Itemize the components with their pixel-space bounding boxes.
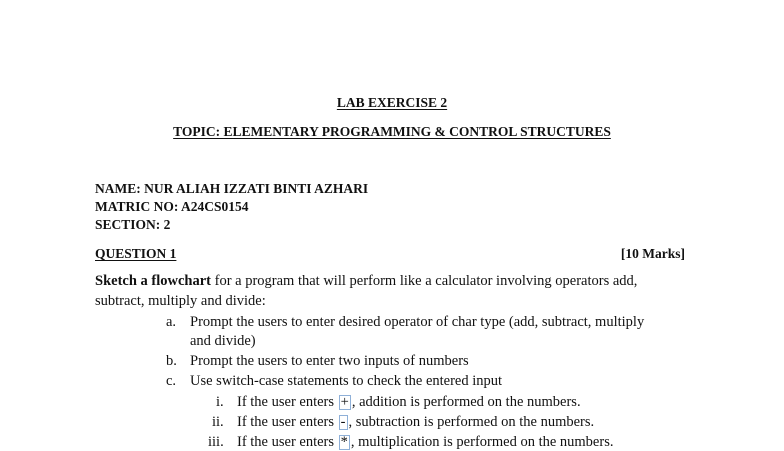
topic-title: TOPIC: ELEMENTARY PROGRAMMING & CONTROL STRUCTURES (173, 124, 611, 139)
lab-title: LAB EXERCISE 2 (336, 95, 448, 110)
list-item: Prompt the users to enter desired operator of char type (add, subtract, multiply (190, 314, 645, 330)
intro-bold-phrase: Sketch a flowchart (95, 273, 211, 289)
intro-text: for a program that will perform like a calculator involving operators add, (211, 273, 638, 289)
sublist-item (237, 414, 594, 431)
sublist-marker: i. (216, 394, 224, 410)
sublist-item-text: If the user enters (237, 394, 338, 410)
sublist-marker: ii. (212, 414, 224, 430)
sublist-item-text: If the user enters (237, 414, 338, 430)
list-item: Prompt the users to enter two inputs of numbers (190, 353, 469, 369)
list-item: Use switch-case statements to check the entered input (190, 373, 503, 389)
sublist-item-text: , subtraction is performed on the numbers. (348, 414, 595, 430)
sublist-item-text: If the user enters (237, 434, 338, 450)
student-name: NAME: NUR ALIAH IZZATI BINTI AZHARI (95, 181, 369, 196)
list-marker: b. (166, 353, 177, 369)
question-intro-line-2: subtract, multiply and divide: (95, 293, 266, 309)
list-item-continuation: and divide) (190, 333, 256, 349)
operator-symbol: + (340, 394, 349, 410)
list-marker: c. (166, 373, 177, 389)
operator-symbol: - (340, 414, 346, 430)
operator-symbol: * (340, 434, 348, 450)
sublist-item-text: , multiplication is performed on the numbers. (350, 434, 614, 450)
sublist-item (237, 394, 581, 411)
section-number: SECTION: 2 (95, 217, 171, 232)
matric-number: MATRIC NO: A24CS0154 (95, 199, 249, 214)
list-marker: a. (166, 314, 177, 330)
sublist-item-text: , addition is performed on the numbers. (351, 394, 581, 410)
sublist-item (237, 434, 613, 451)
question-marks: [10 Marks] (620, 246, 685, 261)
question-intro (95, 273, 637, 290)
question-heading: QUESTION 1 (95, 246, 177, 261)
sublist-marker: iii. (208, 434, 224, 450)
